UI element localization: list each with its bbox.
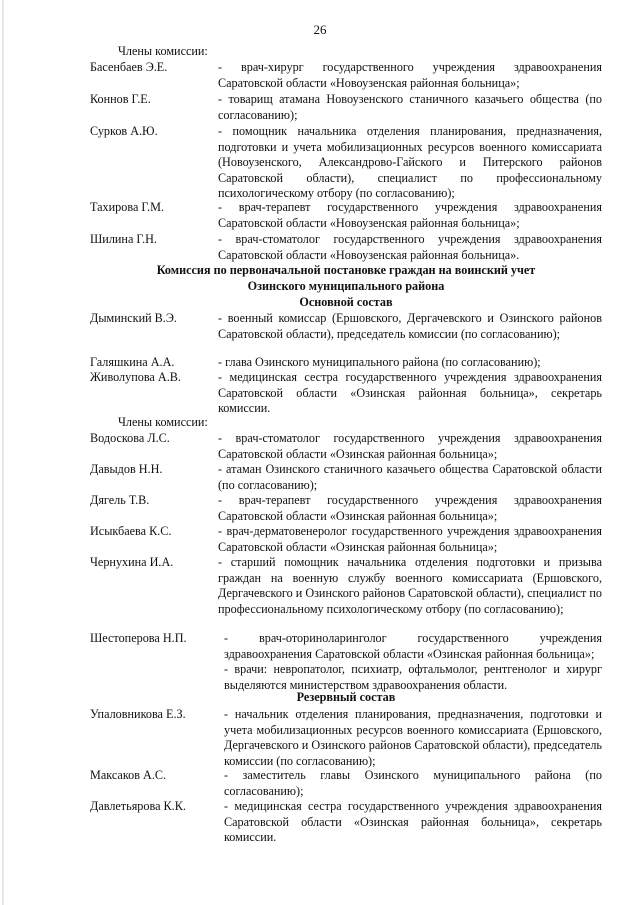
- doctors-note: - врачи: невропатолог, психиатр, офтальмолог, рентгенолог и хирург выделяются министерством здравоохранения области.: [224, 662, 602, 692]
- member-role: - врач-терапевт государственного учреждения здравоохранения Саратовской области «Новоузенская районная больница»;: [218, 200, 602, 230]
- main-composition-heading: Основной состав: [299, 295, 393, 309]
- member-role: - медицинская сестра государственного учреждения здравоохранения Саратовской области «Озинская районная больница», секретарь комиссии.: [218, 370, 602, 416]
- page-number: 26: [313, 22, 327, 37]
- member-role: - врач-стоматолог государственного учреждения здравоохранения Саратовской области «Озинская районная больница»;: [218, 431, 602, 461]
- member-name: Сурков А.Ю.: [90, 124, 158, 138]
- reserve-composition-heading: Резервный состав: [296, 690, 396, 704]
- members-label: Члены комиссии:: [118, 415, 208, 429]
- scan-edge: [2, 0, 4, 905]
- member-role: - врач-оториноларинголог государственного учреждения здравоохранения Саратовской области «Озинская районная больница»;: [224, 631, 602, 661]
- member-role: - врач-стоматолог государственного учреждения здравоохранения Саратовской области «Новоузенская районная больница».: [218, 232, 602, 262]
- member-role: - товарищ атамана Новоузенского станичного казачьего общества (по согласованию);: [218, 92, 602, 122]
- member-name: Чернухина И.А.: [90, 555, 174, 569]
- member-name: Дыминский В.Э.: [90, 311, 177, 325]
- member-role: - военный комиссар (Ершовского, Дергачевского и Озинского районов Саратовской области), председатель комиссии (по согласованию);: [218, 311, 602, 341]
- member-name: Шестоперова Н.П.: [90, 631, 187, 645]
- member-role: - врач-терапевт государственного учреждения здравоохранения Саратовской области «Озинская районная больница»;: [218, 493, 602, 523]
- member-name: Давлетьярова К.К.: [90, 799, 186, 813]
- member-role: - медицинская сестра государственного учреждения здравоохранения Саратовской области «Озинская районная больница», секретарь комиссии.: [224, 799, 602, 845]
- member-name: Тахирова Г.М.: [90, 200, 165, 214]
- member-name: Давыдов Н.Н.: [90, 462, 163, 476]
- members-label: Члены комиссии:: [118, 44, 208, 58]
- member-role: - атаман Озинского станичного казачьего общества Саратовской области (по согласованию);: [218, 462, 602, 492]
- member-name: Живолупова А.В.: [90, 370, 181, 384]
- member-role: - помощник начальника отделения планирования, предназначения, подготовки и учета мобилизационных ресурсов военного комиссариата (Новоузенского, Александрово-Гайского и Питерского районов Саратовской области), специалист по профессиональному психологическому отбору (по согласованию);: [218, 124, 602, 201]
- member-role: - врач-хирург государственного учреждения здравоохранения Саратовской области «Новоузенская районная больница»;: [218, 60, 602, 90]
- member-name: Водоскова Л.С.: [90, 431, 170, 445]
- member-name: Исыкбаева К.С.: [90, 524, 172, 538]
- member-role: - врач-дерматовенеролог государственного учреждения здравоохранения Саратовской области «Озинская районная больница»;: [218, 524, 602, 554]
- member-name: Галяшкина А.А.: [90, 355, 175, 369]
- member-role: - глава Озинского муниципального района (по согласованию);: [218, 355, 541, 369]
- commission-title: Комиссия по первоначальной постановке граждан на воинский учет: [156, 263, 536, 277]
- member-role: - начальник отделения планирования, предназначения, подготовки и учета мобилизационных ресурсов военного комиссариата (Ершовского, Дергачевского и Озинского районов Саратовской области), председатель комиссии (по согласованию);: [224, 707, 602, 768]
- member-name: Упаловникова Е.З.: [90, 707, 186, 721]
- member-name: Басенбаев Э.Е.: [90, 60, 168, 74]
- member-name: Максаков А.С.: [90, 768, 167, 782]
- member-name: Дягель Т.В.: [90, 493, 150, 507]
- member-name: Шилина Г.Н.: [90, 232, 157, 246]
- member-role: - заместитель главы Озинского муниципального района (по согласованию);: [224, 768, 602, 798]
- commission-subtitle: Озинского муниципального района: [247, 279, 445, 293]
- member-role: - старший помощник начальника отделения подготовки и призыва граждан на военную службу военного комиссариата (Ершовского, Дергачевского и Озинского районов Саратовской области), специалист по профессиональному психологическому отбору (по согласованию);: [218, 555, 602, 616]
- member-name: Коннов Г.Е.: [90, 92, 151, 106]
